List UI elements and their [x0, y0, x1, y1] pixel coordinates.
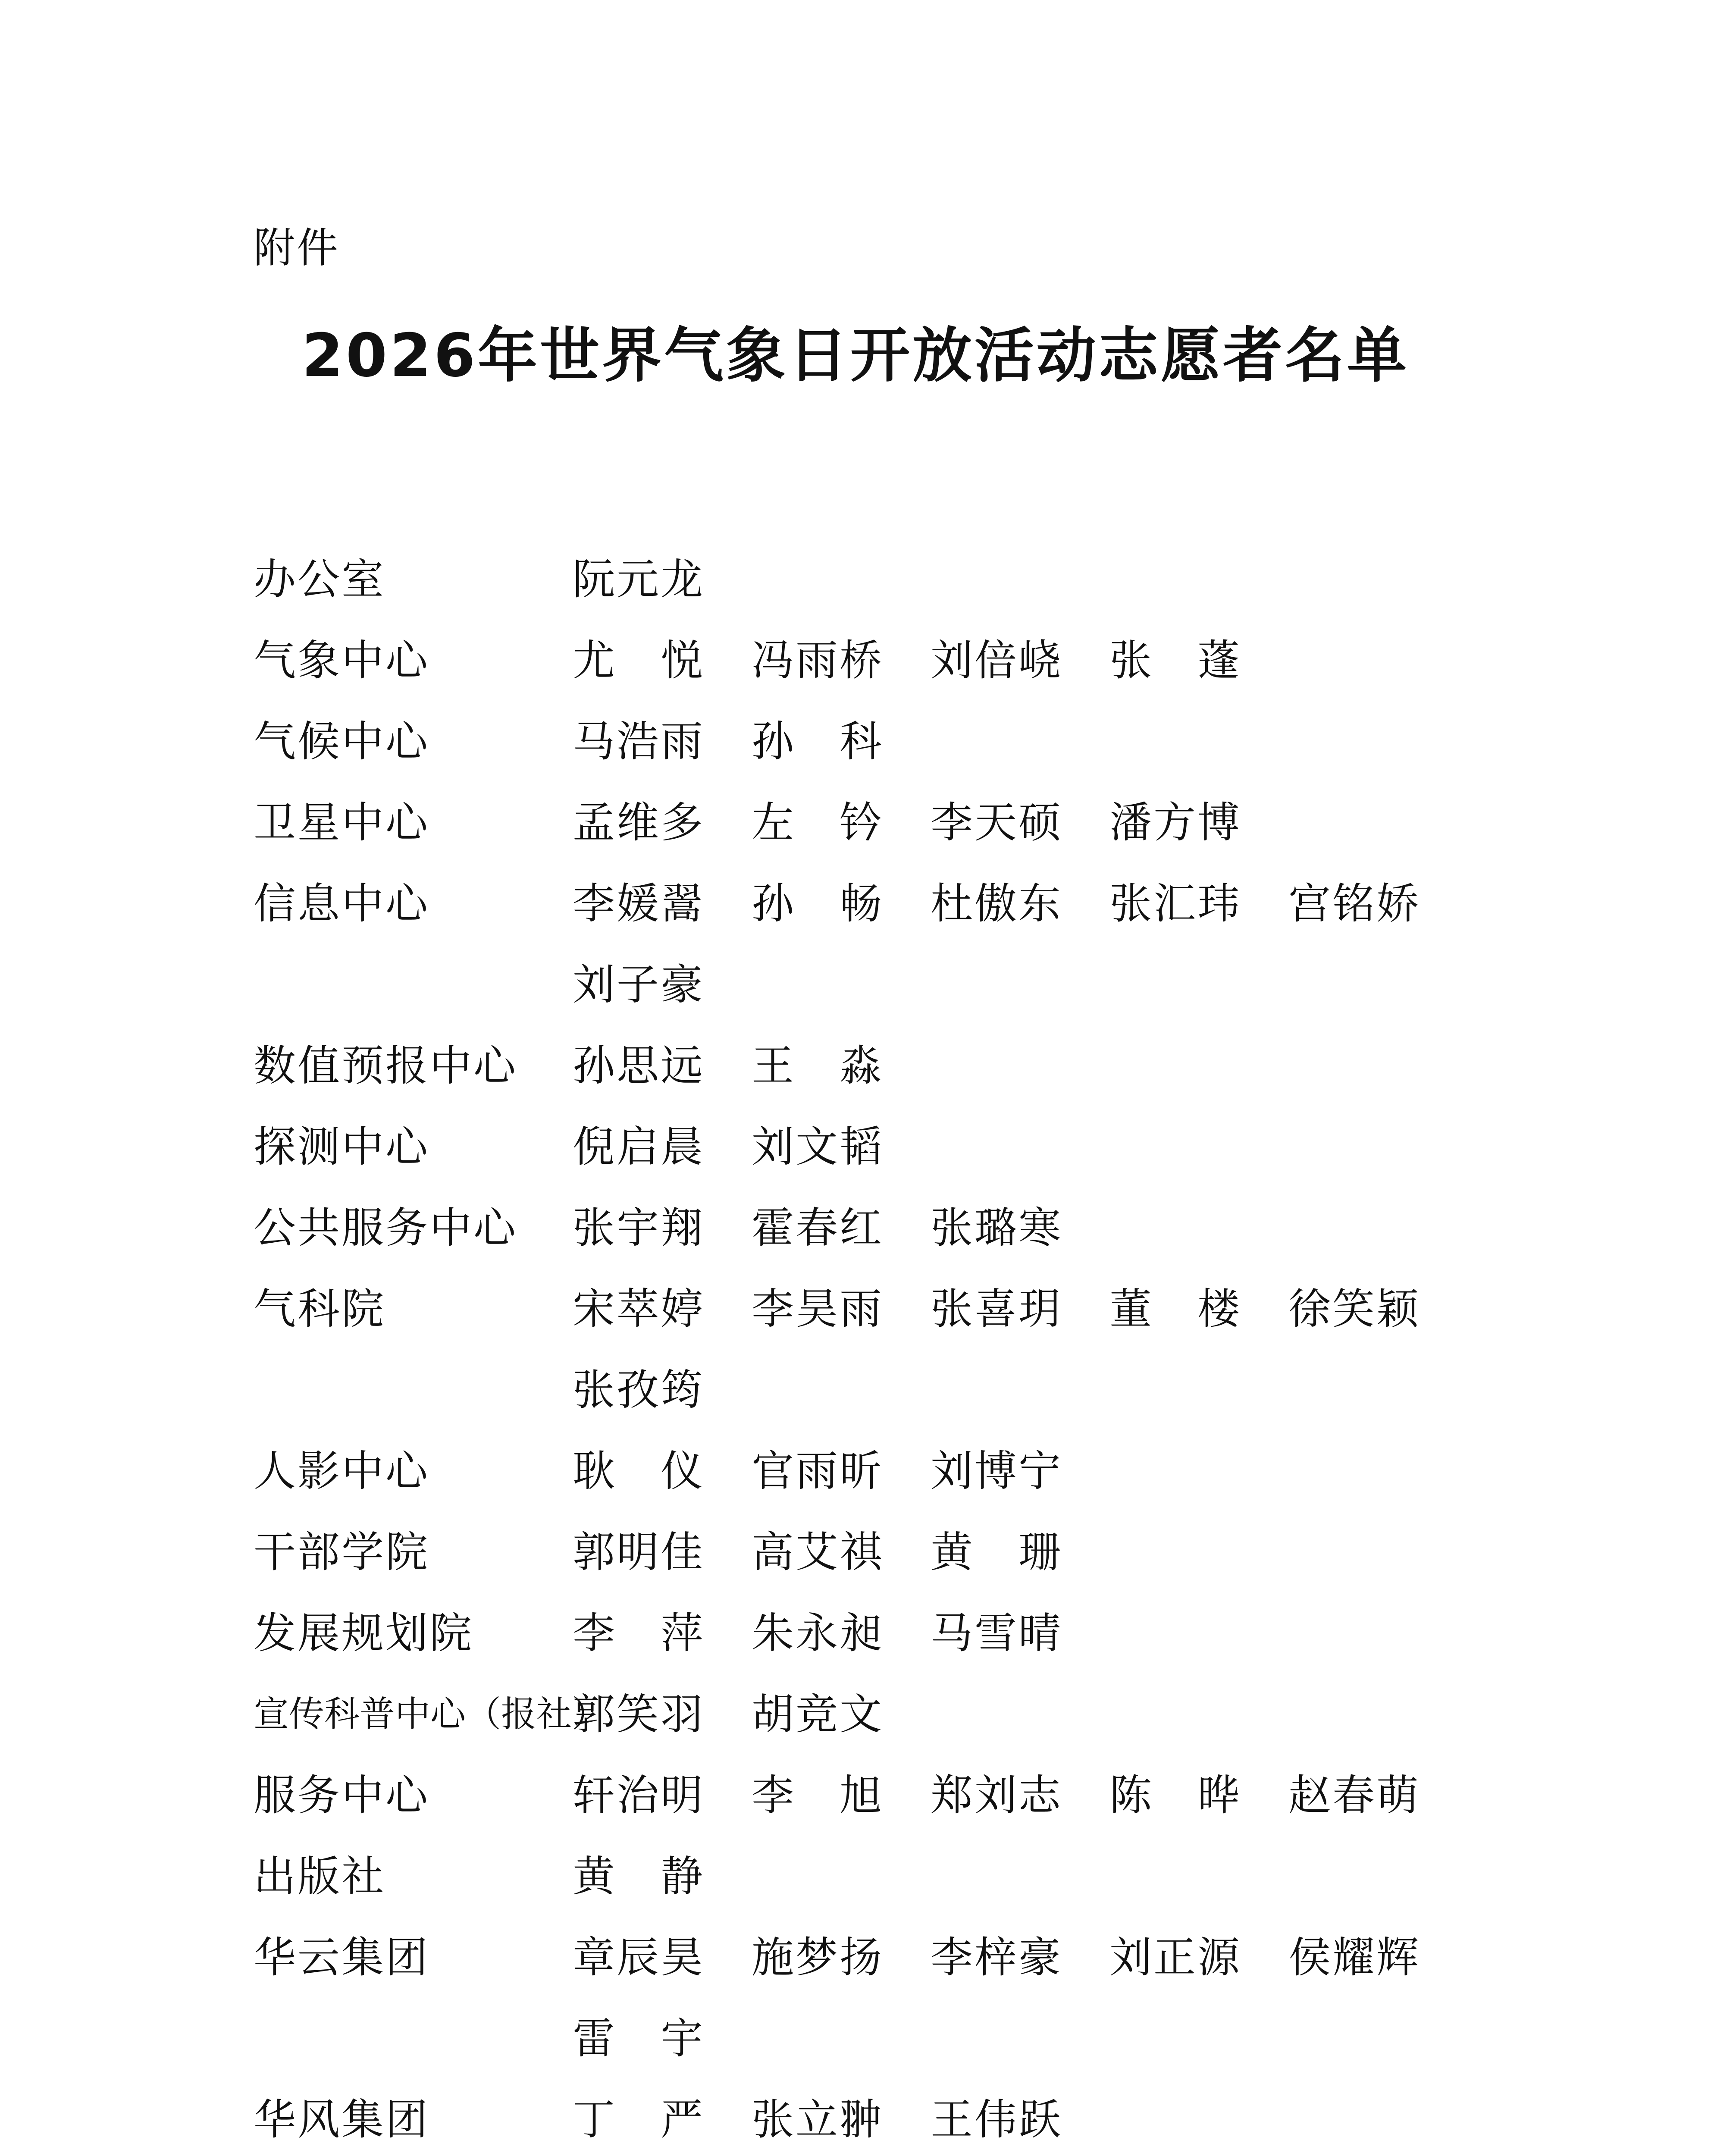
- volunteer-name: 刘正源: [1109, 1933, 1242, 1982]
- volunteer-names: [573, 782, 1547, 863]
- roster-row: [254, 539, 1547, 620]
- volunteer-name: 李天硕: [931, 798, 1063, 847]
- volunteer-name: 马浩雨: [573, 717, 705, 766]
- volunteer-name: 黄 静: [573, 1852, 705, 1901]
- volunteer-names: [573, 1512, 1547, 1593]
- roster-row: [254, 1431, 1547, 1512]
- volunteer-name: 郭笑羽: [573, 1690, 705, 1739]
- volunteer-name: 刘文韬: [752, 1122, 884, 1172]
- volunteer-name: 潘方博: [1109, 798, 1242, 847]
- volunteer-name: 高艾祺: [752, 1528, 884, 1577]
- volunteer-names: [573, 1836, 1547, 1917]
- roster-row: [254, 1755, 1547, 1836]
- volunteer-names: [573, 1106, 1547, 1188]
- volunteer-name: 朱永昶: [752, 1609, 884, 1658]
- roster-row: [254, 701, 1547, 782]
- volunteer-names: [573, 944, 1547, 1025]
- volunteer-name: 刘倍峣: [931, 636, 1063, 685]
- volunteer-name: 宫铭娇: [1288, 879, 1421, 928]
- department-name: 卫星中心: [254, 798, 430, 847]
- volunteer-name: 董 楼: [1109, 1285, 1242, 1334]
- roster-row: [254, 1106, 1547, 1188]
- roster-row: [254, 944, 1547, 1025]
- volunteer-names: [573, 1917, 1547, 1998]
- department-name: 服务中心: [254, 1771, 430, 1820]
- volunteer-name: 马雪晴: [931, 1609, 1063, 1658]
- volunteer-name: 施梦扬: [752, 1933, 884, 1982]
- volunteer-name: 侯耀辉: [1288, 1933, 1421, 1982]
- volunteer-name: 李媛翯: [573, 879, 705, 928]
- roster-row: [254, 1025, 1547, 1106]
- department-name: 公共服务中心: [254, 1203, 518, 1253]
- volunteer-name: 张喜玥: [931, 1285, 1063, 1334]
- volunteer-name: 胡竞文: [752, 1690, 884, 1739]
- volunteer-name: 杜傲东: [931, 879, 1063, 928]
- volunteer-name: 左 钤: [752, 798, 884, 847]
- volunteer-names: [573, 863, 1547, 944]
- volunteer-name: 冯雨桥: [752, 636, 884, 685]
- volunteer-name: 丁 严: [573, 2095, 705, 2144]
- volunteer-name: 雷 宇: [573, 2014, 705, 2063]
- volunteer-name: 阮元龙: [573, 555, 705, 604]
- roster-row: [254, 1512, 1547, 1593]
- volunteer-name: 张孜筠: [573, 1366, 705, 1415]
- volunteer-name: 张汇玮: [1109, 879, 1242, 928]
- volunteer-name: 陈 晔: [1109, 1771, 1242, 1820]
- department-name: 探测中心: [254, 1122, 430, 1172]
- volunteer-name: 倪启晨: [573, 1122, 705, 1172]
- roster-row: [254, 1188, 1547, 1269]
- roster-row: [254, 1917, 1547, 1998]
- volunteer-names: [573, 1755, 1547, 1836]
- roster-row: [254, 1674, 1547, 1755]
- volunteer-name: 孙思远: [573, 1041, 705, 1091]
- volunteer-names: [573, 1998, 1547, 2079]
- volunteer-name: 李 旭: [752, 1771, 884, 1820]
- roster-row: [254, 2079, 1547, 2156]
- roster-row: [254, 1836, 1547, 1917]
- volunteer-names: [573, 1188, 1547, 1269]
- volunteer-name: 张璐寒: [931, 1203, 1063, 1253]
- volunteer-names: [573, 539, 1547, 620]
- volunteer-name: 李 萍: [573, 1609, 705, 1658]
- volunteer-name: 王伟跃: [931, 2095, 1063, 2144]
- volunteer-name: 徐笑颖: [1288, 1285, 1421, 1334]
- volunteer-name: 李昊雨: [752, 1285, 884, 1334]
- roster-row: [254, 1998, 1547, 2079]
- volunteer-names: [573, 1674, 1547, 1755]
- volunteer-name: 孙 畅: [752, 879, 884, 928]
- volunteer-name: 张立翀: [752, 2095, 884, 2144]
- attachment-label: 附件: [254, 224, 340, 272]
- volunteer-name: 霍春红: [752, 1203, 884, 1253]
- volunteer-names: [573, 1269, 1547, 1350]
- volunteer-names: [573, 1350, 1547, 1431]
- department-name: 信息中心: [254, 879, 430, 928]
- volunteer-name: 张宇翔: [573, 1203, 705, 1253]
- roster-row: [254, 1593, 1547, 1674]
- department-name: 华风集团: [254, 2095, 430, 2144]
- volunteer-name: 章辰昊: [573, 1933, 705, 1982]
- volunteer-name: 轩治明: [573, 1771, 705, 1820]
- volunteer-names: [573, 1593, 1547, 1674]
- roster-row: [254, 1350, 1547, 1431]
- department-name: 办公室: [254, 555, 386, 604]
- volunteer-roster: [254, 539, 1547, 2156]
- roster-row: [254, 863, 1547, 944]
- volunteer-name: 孟维多: [573, 798, 705, 847]
- department-name: 气科院: [254, 1285, 386, 1334]
- roster-row: [254, 620, 1547, 701]
- volunteer-name: 孙 科: [752, 717, 884, 766]
- volunteer-name: 王 淼: [752, 1041, 884, 1091]
- volunteer-name: 尤 悦: [573, 636, 705, 685]
- roster-row: [254, 782, 1547, 863]
- volunteer-name: 李梓豪: [931, 1933, 1063, 1982]
- department-name: 宣传科普中心（报社）: [254, 1694, 608, 1735]
- roster-row: [254, 1269, 1547, 1350]
- department-name: 气象中心: [254, 636, 430, 685]
- volunteer-names: [573, 1431, 1547, 1512]
- volunteer-name: 郭明佳: [573, 1528, 705, 1577]
- volunteer-name: 郑刘志: [931, 1771, 1063, 1820]
- department-name: 人影中心: [254, 1447, 430, 1496]
- volunteer-name: 宋萃婷: [573, 1285, 705, 1334]
- department-name: 发展规划院: [254, 1609, 474, 1658]
- department-name: 气候中心: [254, 717, 430, 766]
- volunteer-names: [573, 620, 1547, 701]
- volunteer-names: [573, 701, 1547, 782]
- volunteer-names: [573, 2079, 1547, 2156]
- department-name: 数值预报中心: [254, 1041, 518, 1091]
- volunteer-name: 黄 珊: [931, 1528, 1063, 1577]
- volunteer-names: [573, 1025, 1547, 1106]
- volunteer-name: 耿 仪: [573, 1447, 705, 1496]
- volunteer-name: 赵春萌: [1288, 1771, 1421, 1820]
- department-name: 出版社: [254, 1852, 386, 1901]
- volunteer-name: 张 蓬: [1109, 636, 1242, 685]
- volunteer-name: 刘子豪: [573, 960, 705, 1009]
- volunteer-name: 官雨昕: [752, 1447, 884, 1496]
- document-title: 2026年世界气象日开放活动志愿者名单: [301, 321, 1410, 390]
- department-name: 干部学院: [254, 1528, 430, 1577]
- volunteer-name: 刘博宁: [931, 1447, 1063, 1496]
- department-name: 华云集团: [254, 1933, 430, 1982]
